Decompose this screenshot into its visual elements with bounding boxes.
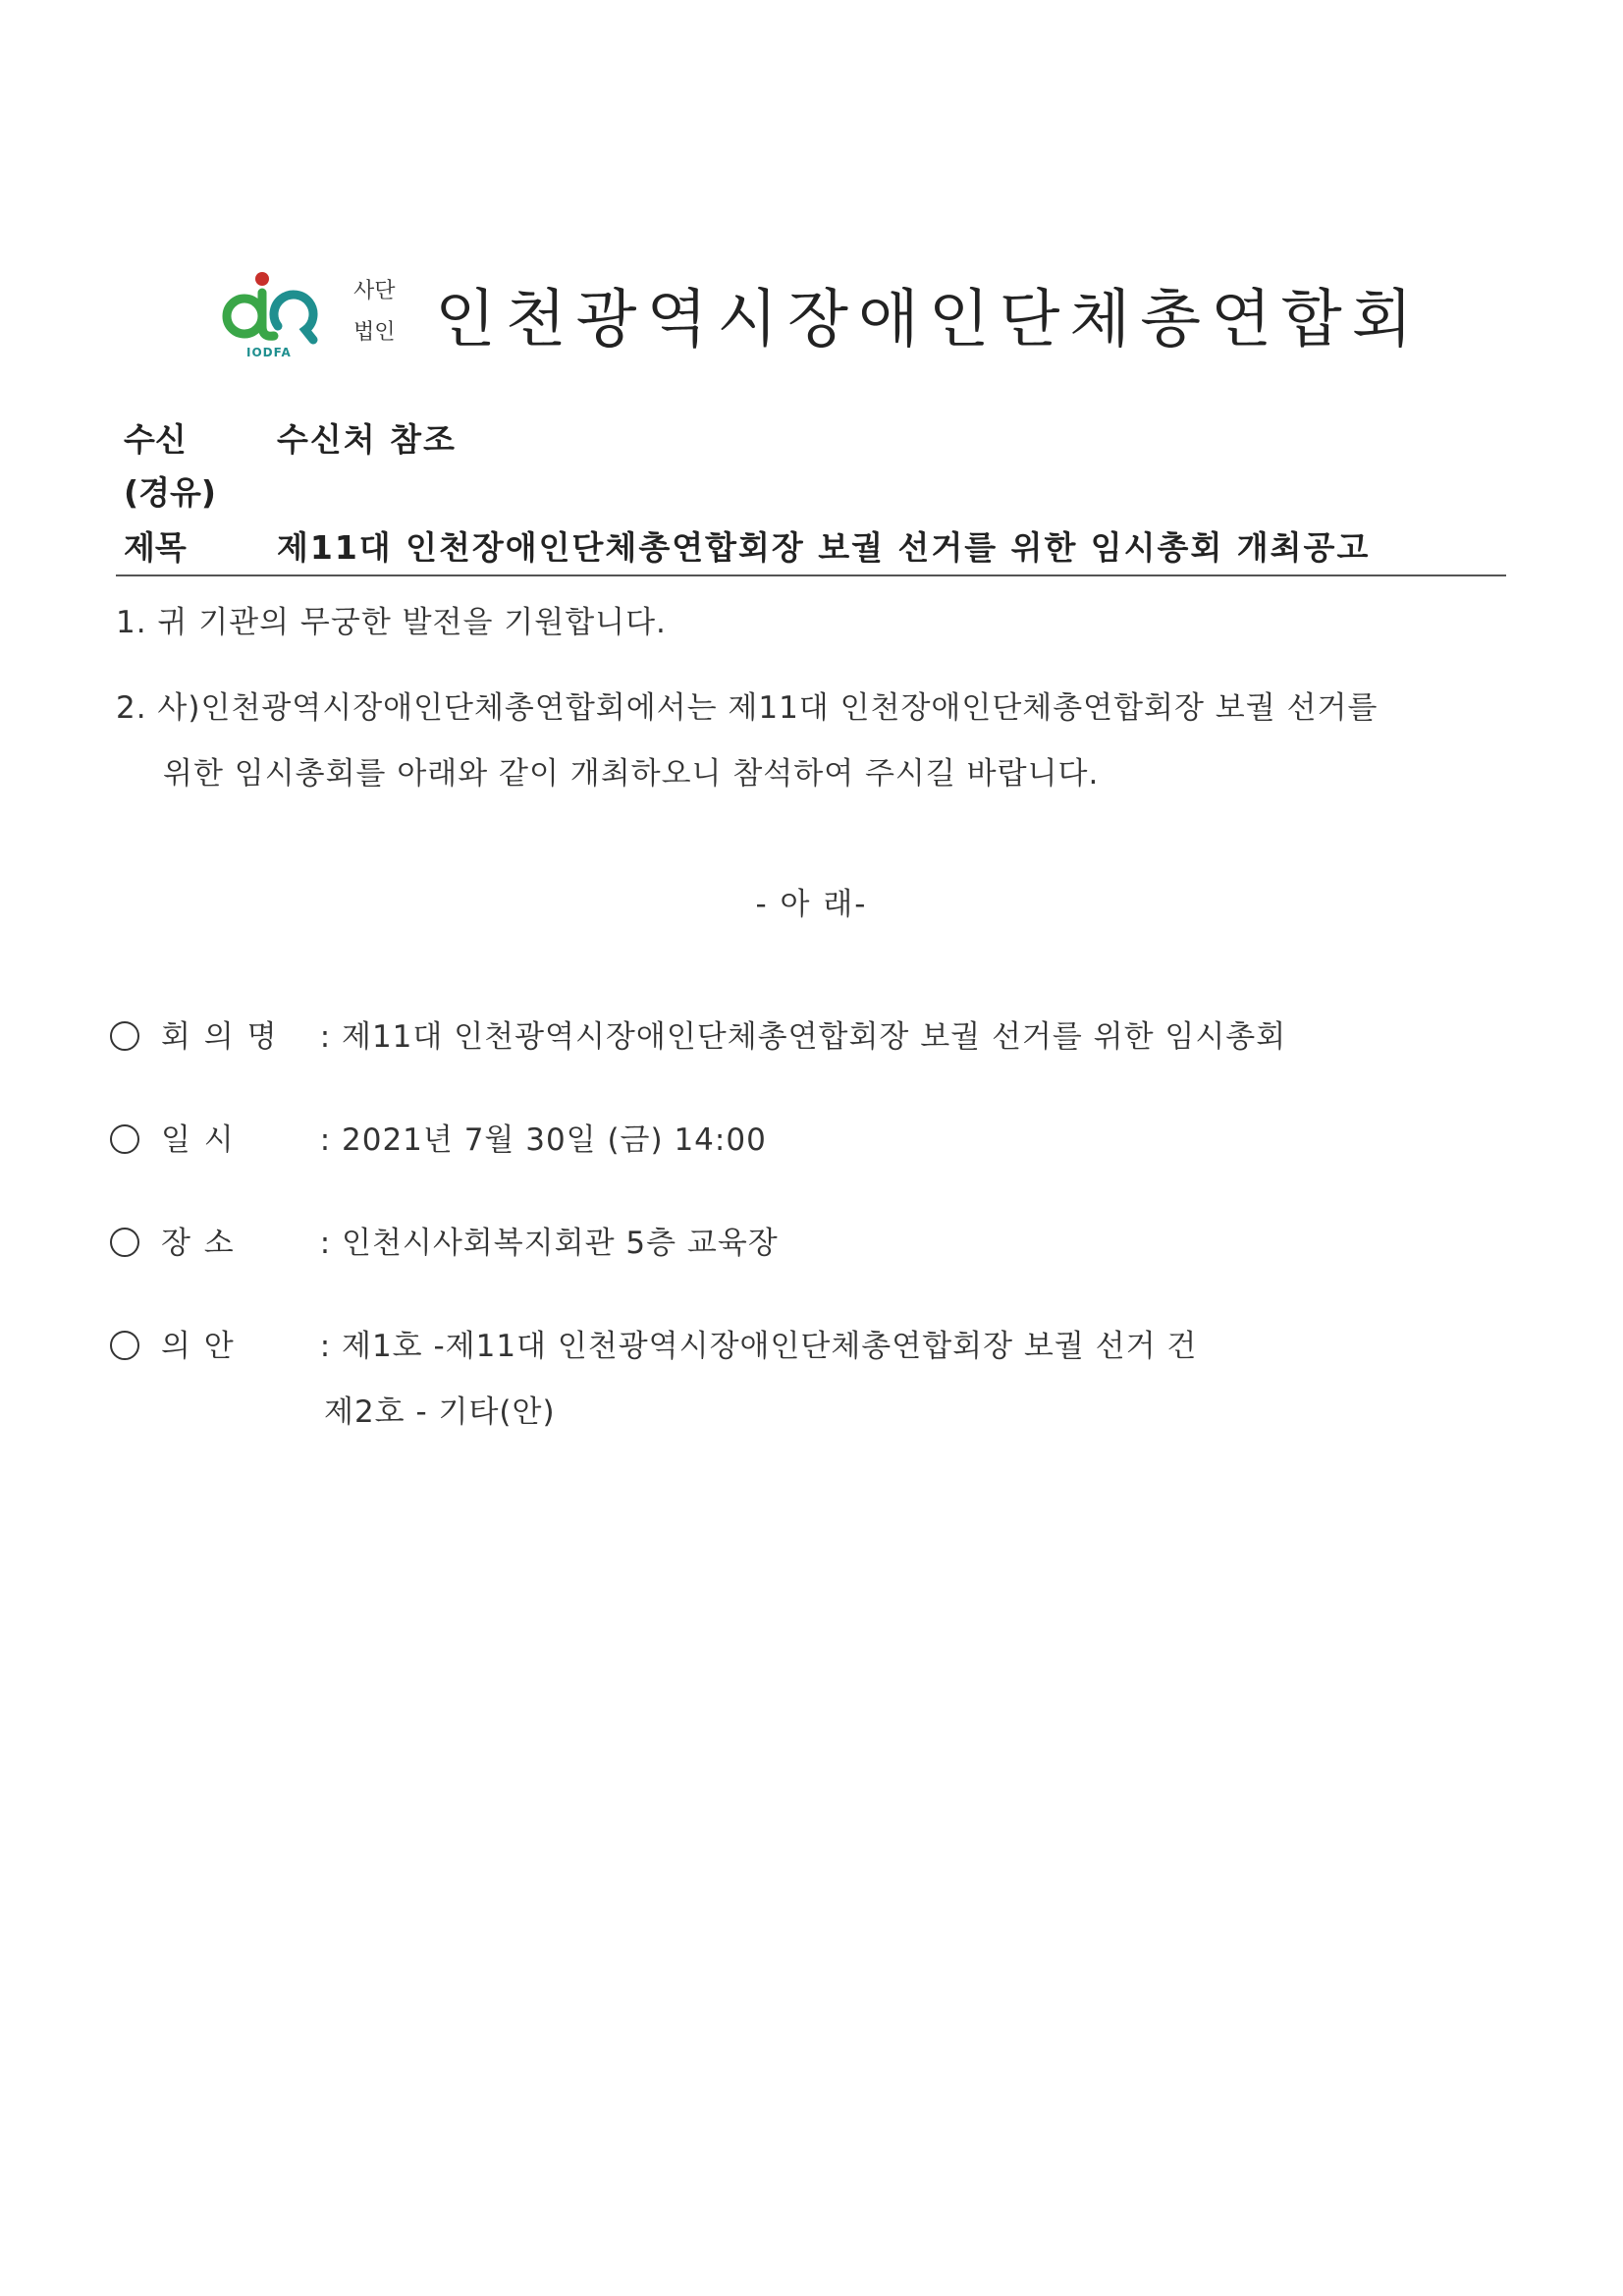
item-value: 2021년 7월 30일 (금) 14:00 bbox=[342, 1122, 767, 1158]
colon-separator: : bbox=[319, 1122, 331, 1158]
via-label: (경유) bbox=[124, 473, 216, 512]
organization-name: 인천광역시장애인단체총연합회 bbox=[435, 284, 1423, 356]
colon-separator: : bbox=[319, 1329, 331, 1364]
circle-bullet-icon bbox=[110, 1021, 139, 1051]
recipient-value: 수신처 참조 bbox=[277, 420, 457, 459]
subject-label: 제목 bbox=[124, 528, 187, 567]
meeting-name-item bbox=[110, 1011, 1287, 1055]
circle-bullet-icon bbox=[110, 1124, 139, 1154]
colon-separator: : bbox=[319, 1019, 331, 1055]
item-value: 제11대 인천광역시장애인단체총연합회장 보궐 선거를 위한 임시총회 bbox=[342, 1019, 1287, 1055]
paragraph-2-line-1: 2. 사)인천광역시장애인단체총연합회에서는 제11대 인천장애인단체총연합회장 보궐 선거를 bbox=[116, 690, 1379, 726]
item-label: 회 의 명 bbox=[161, 1019, 279, 1055]
subject-value: 제11대 인천장애인단체총연합회장 보궐 선거를 위한 임시총회 개최공고 bbox=[277, 528, 1371, 567]
logo-text: IODFA bbox=[246, 346, 292, 359]
paragraph-2-line-2: 위한 임시총회를 아래와 같이 개최하오니 참석하여 주시길 바랍니다. bbox=[163, 756, 1100, 792]
corp-type-line1: 사단 bbox=[353, 279, 396, 303]
below-heading: - 아 래- bbox=[755, 887, 868, 922]
agenda-item-2: 제2호 - 기타(안) bbox=[324, 1394, 556, 1430]
location-item bbox=[110, 1218, 779, 1261]
item-label: 일 시 bbox=[161, 1122, 236, 1158]
colon-separator: : bbox=[319, 1226, 331, 1261]
date-time-item bbox=[110, 1115, 767, 1158]
agenda-item bbox=[110, 1321, 1198, 1364]
item-label: 장 소 bbox=[161, 1226, 236, 1261]
header-divider bbox=[116, 574, 1506, 576]
letterhead bbox=[221, 265, 1423, 373]
corporation-type bbox=[353, 271, 396, 354]
item-value: 인천시사회복지회관 5층 교육장 bbox=[342, 1226, 779, 1261]
item-label: 의 안 bbox=[161, 1329, 236, 1364]
recipient-label: 수신 bbox=[124, 420, 187, 459]
item-value: 제1호 -제11대 인천광역시장애인단체총연합회장 보궐 선거 건 bbox=[342, 1329, 1198, 1364]
paragraph-1: 1. 귀 기관의 무궁한 발전을 기원합니다. bbox=[116, 605, 667, 640]
circle-bullet-icon bbox=[110, 1228, 139, 1257]
circle-bullet-icon bbox=[110, 1331, 139, 1360]
corp-type-line2: 법인 bbox=[353, 320, 396, 345]
